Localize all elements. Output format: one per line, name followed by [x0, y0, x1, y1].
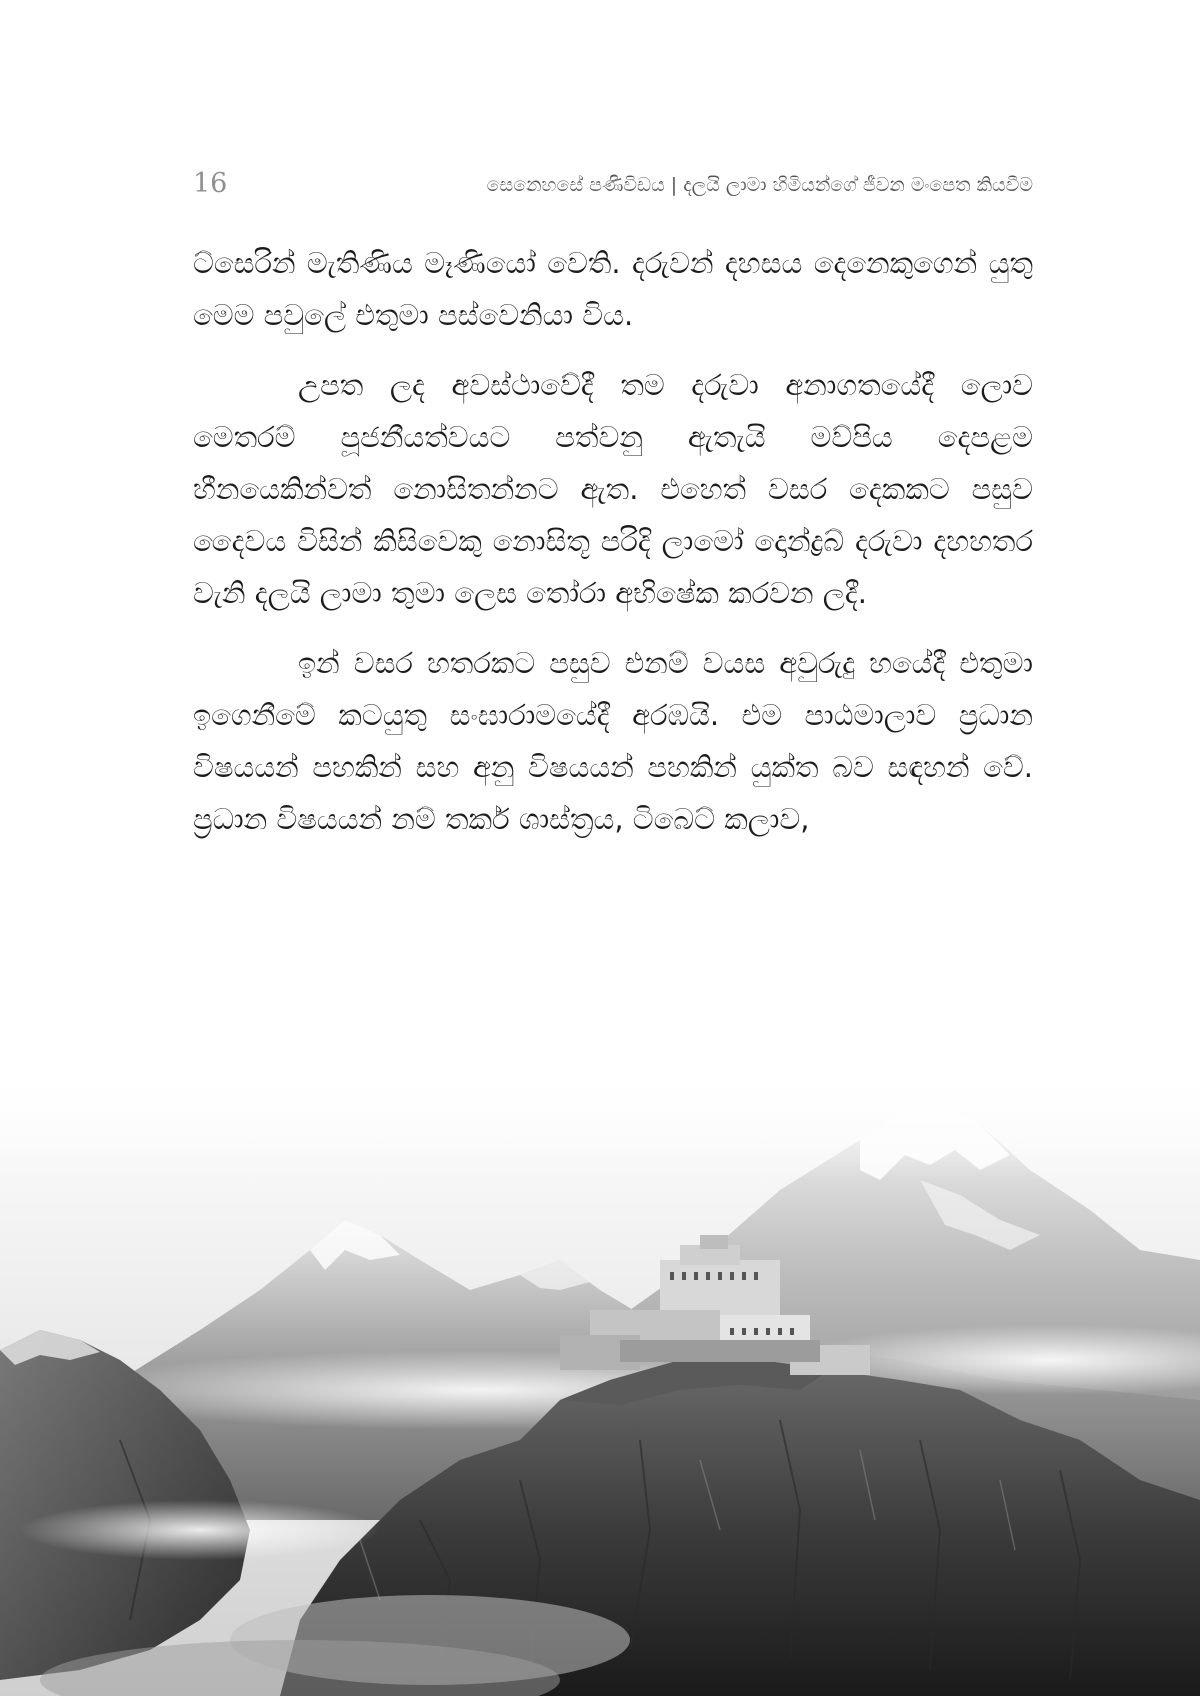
- page-header: [193, 168, 1033, 204]
- paragraph: ට්සෙරින් මැතිණිය මෑණියෝ වෙති. දරුවන් දහසය දෙනෙකුගෙන් යුතු මෙම පවුලේ එතුමා පස්වෙනියා විය.: [193, 246, 1033, 332]
- page-number: 16: [193, 168, 228, 199]
- paragraph: උපත ලද අවස්ථාවේදී තම දරුවා අනාගතයේදී ලොව මෙතරම් පූජනීයත්වයට පත්වනු ඇතැයි මව්පිය දෙපළම හීනයෙකින්වත් නොසිතන්නට ඇත. එහෙත් වසර දෙකකට පසුව දෛවය විසින් කිසිවෙකු නොසිතූ පරිදි ලාමෝ දොන්ද්‍රබ් දරුවා දහහතර වැනි දලයි ලාමා තුමා ලෙස තෝරා අභිෂේක කරවන ලදී.: [193, 368, 1033, 610]
- body-text: [193, 237, 1033, 863]
- mountain-monastery-illustration: [0, 1060, 1200, 1696]
- paragraph: ඉන් වසර හතරකට පසුව එනම් වයස අවුරුදු හයේදී එතුමා ඉගෙනීමේ කටයුතු සංඝාරාමයේදී අරඹයි. එම පාඨමාලාව ප්‍රධාන විෂයයන් පහකින් සහ අනු විෂයයන් පහකින් යුක්ත බව සඳහන් වේ. ප්‍රධාන විෂයයන් නම් තර්ක ශාස්ත්‍රය, ටිබෙට් කලාව,: [193, 646, 1033, 836]
- running-head: සෙනෙහසේ පණිවිඩය | දලයි ලාමා හිමියන්ගේ ජීවන මංපෙත කියවීම: [486, 174, 1033, 196]
- mountain-monastery-photo: [0, 1060, 1200, 1696]
